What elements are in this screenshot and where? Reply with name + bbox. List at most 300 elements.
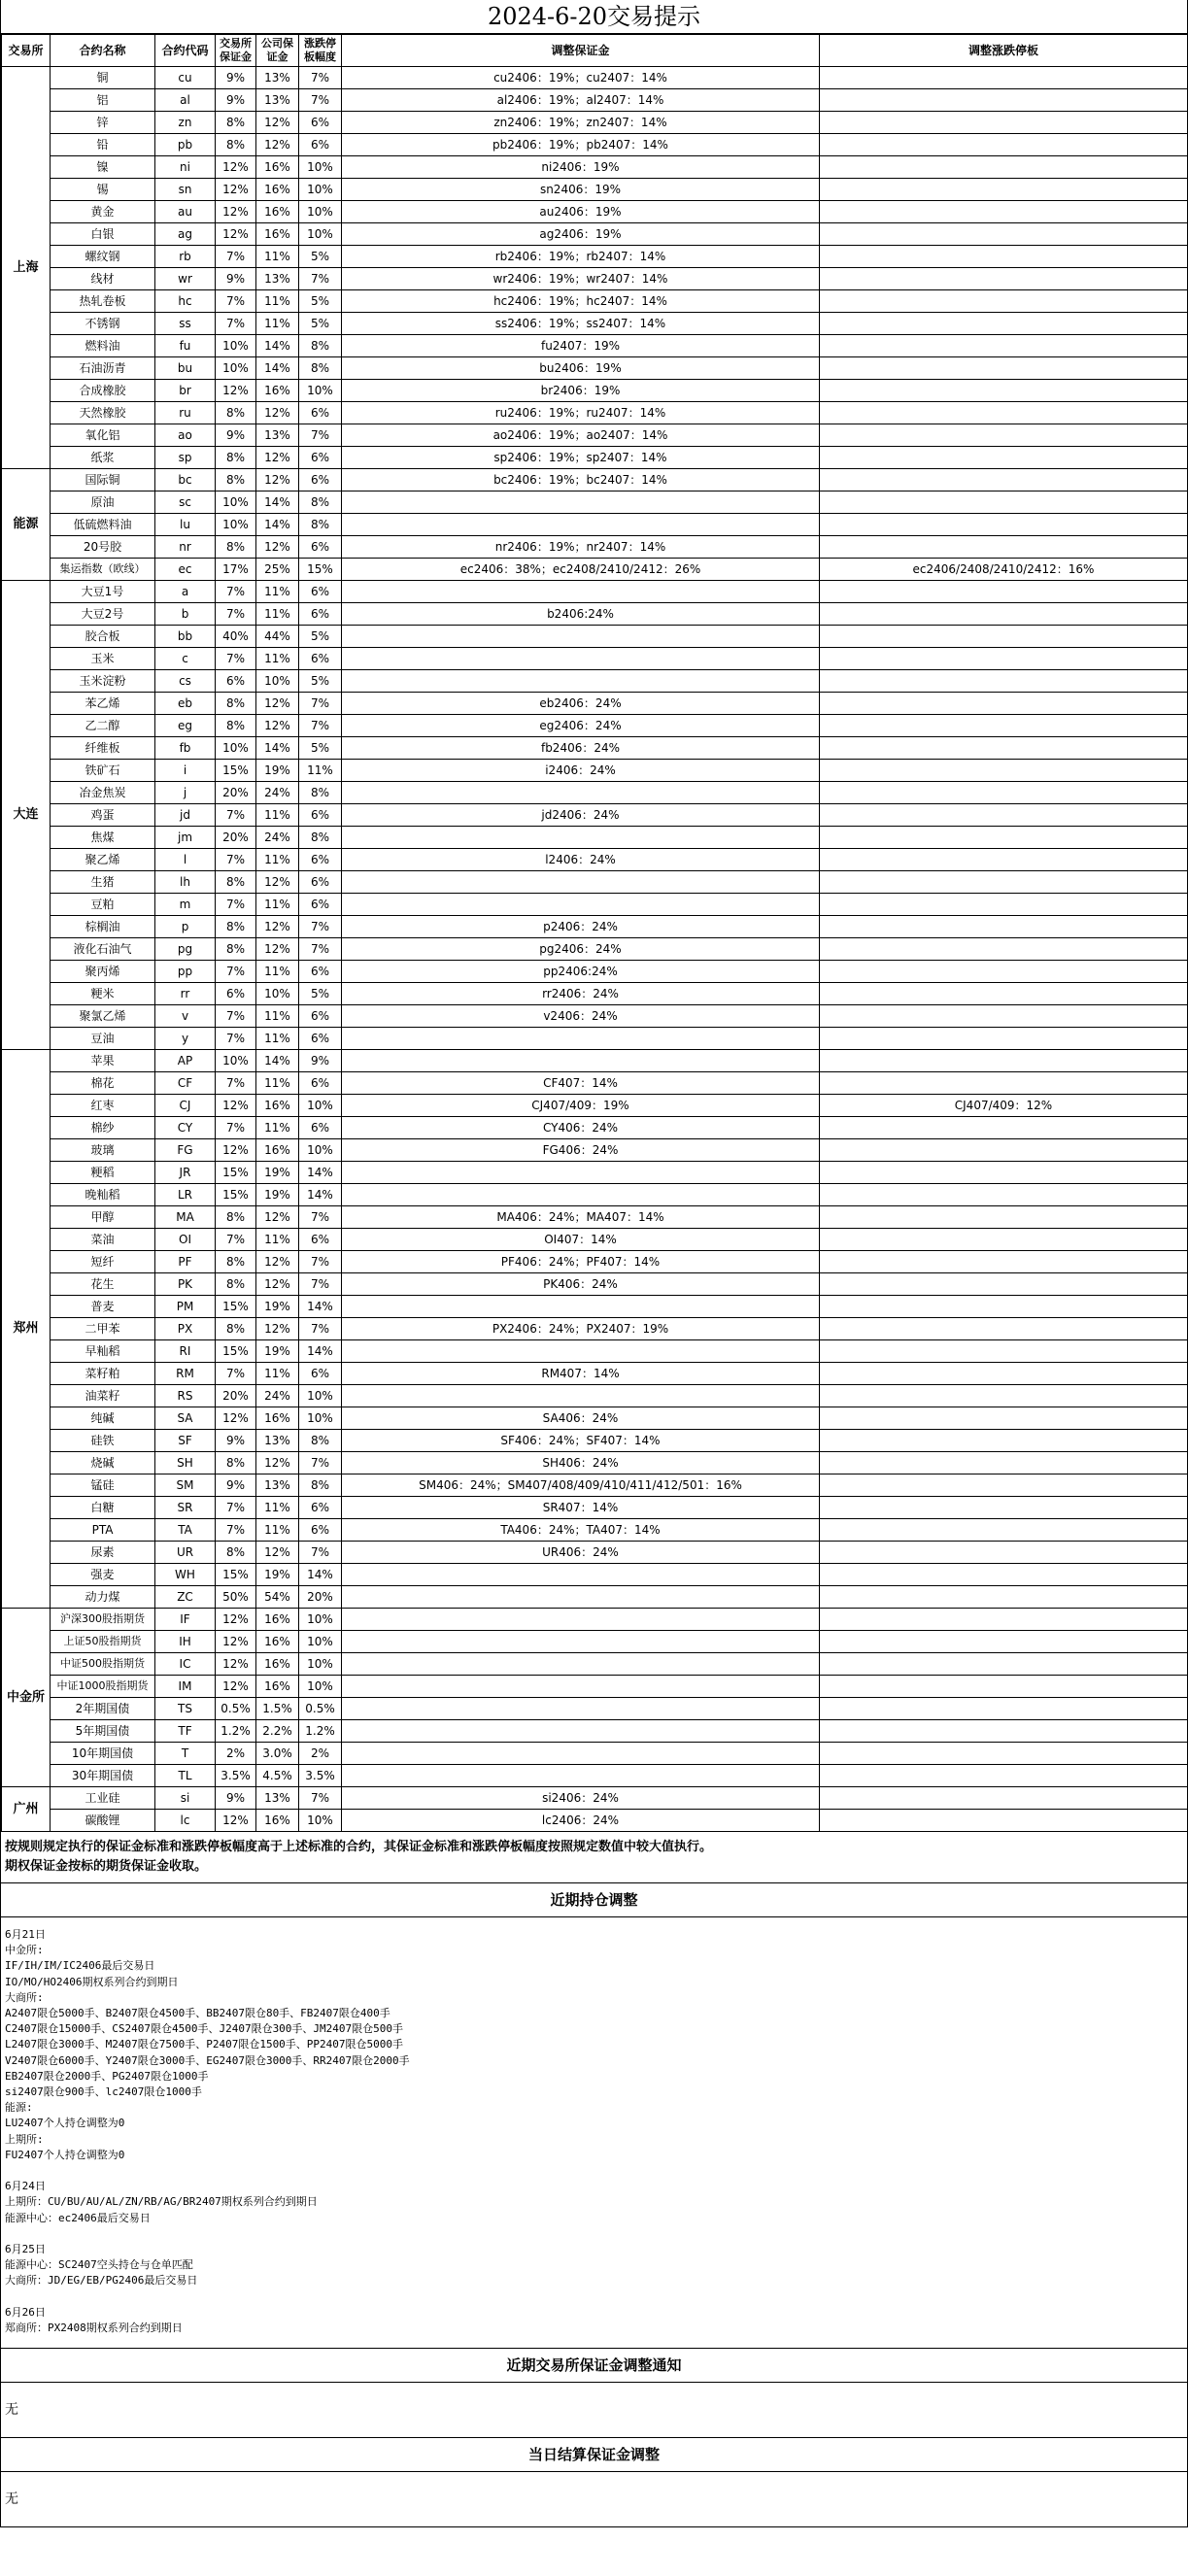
contract-name-cell: 鸡蛋 bbox=[51, 804, 155, 827]
adjust-limit-cell bbox=[820, 1609, 1188, 1631]
limit-range-cell: 5% bbox=[299, 313, 342, 335]
adjust-limit-cell bbox=[820, 1631, 1188, 1653]
limit-range-cell: 6% bbox=[299, 849, 342, 871]
contract-name-cell: 集运指数（欧线） bbox=[51, 559, 155, 581]
position-line: 上期所: bbox=[5, 2132, 44, 2146]
company-margin-cell: 12% bbox=[256, 715, 299, 737]
adjust-limit-cell bbox=[820, 1050, 1188, 1072]
contract-name-cell: 晚籼稻 bbox=[51, 1184, 155, 1206]
adjust-limit-cell bbox=[820, 1497, 1188, 1519]
contract-code-cell: CY bbox=[155, 1117, 216, 1139]
adjust-limit-cell bbox=[820, 1251, 1188, 1273]
contract-name-cell: 镍 bbox=[51, 156, 155, 179]
limit-range-cell: 6% bbox=[299, 648, 342, 670]
position-line: V2407限仓6000手、Y2407限仓3000手、EG2407限仓3000手、RR2407限仓2000手 bbox=[5, 2053, 410, 2067]
table-row bbox=[2, 1631, 1188, 1653]
table-row bbox=[2, 626, 1188, 648]
company-margin-cell: 12% bbox=[256, 536, 299, 559]
company-margin-cell: 44% bbox=[256, 626, 299, 648]
contract-name-cell: 石油沥青 bbox=[51, 357, 155, 380]
adjust-margin-cell: ao2406：19%；ao2407：14% bbox=[342, 424, 820, 447]
contract-code-cell: al bbox=[155, 89, 216, 112]
adjust-limit-cell bbox=[820, 469, 1188, 491]
exchange-margin-cell: 9% bbox=[216, 424, 256, 447]
exchange-margin-cell: 6% bbox=[216, 983, 256, 1005]
adjust-limit-cell bbox=[820, 693, 1188, 715]
limit-range-cell: 7% bbox=[299, 938, 342, 961]
adjust-margin-cell: PX2406：24%；PX2407：19% bbox=[342, 1318, 820, 1340]
company-margin-cell: 12% bbox=[256, 1273, 299, 1296]
contract-code-cell: LR bbox=[155, 1184, 216, 1206]
exchange-margin-cell: 7% bbox=[216, 849, 256, 871]
contract-code-cell: j bbox=[155, 782, 216, 804]
table-row bbox=[2, 715, 1188, 737]
table-row bbox=[2, 1564, 1188, 1586]
limit-range-cell: 10% bbox=[299, 1676, 342, 1698]
company-margin-cell: 13% bbox=[256, 67, 299, 89]
adjust-margin-cell bbox=[342, 1609, 820, 1631]
header-contract-code: 合约代码 bbox=[155, 35, 216, 67]
table-row bbox=[2, 536, 1188, 559]
contract-name-cell: 红枣 bbox=[51, 1095, 155, 1117]
contract-name-cell: 铝 bbox=[51, 89, 155, 112]
position-line: IO/MO/HO2406期权系列合约到期日 bbox=[5, 1975, 179, 1988]
table-row bbox=[2, 67, 1188, 89]
table-row bbox=[2, 1474, 1188, 1497]
adjust-margin-cell: ni2406：19% bbox=[342, 156, 820, 179]
contract-name-cell: 花生 bbox=[51, 1273, 155, 1296]
table-row bbox=[2, 1229, 1188, 1251]
contract-code-cell: ao bbox=[155, 424, 216, 447]
contract-name-cell: 普麦 bbox=[51, 1296, 155, 1318]
contract-code-cell: MA bbox=[155, 1206, 216, 1229]
company-margin-cell: 19% bbox=[256, 1564, 299, 1586]
table-row bbox=[2, 1050, 1188, 1072]
contract-code-cell: sc bbox=[155, 491, 216, 514]
table-row bbox=[2, 1586, 1188, 1609]
table-row bbox=[2, 1609, 1188, 1631]
contract-name-cell: 乙二醇 bbox=[51, 715, 155, 737]
contract-code-cell: sp bbox=[155, 447, 216, 469]
position-line: 大商所: bbox=[5, 1990, 44, 2004]
exchange-margin-cell: 15% bbox=[216, 1162, 256, 1184]
exchange-margin-cell: 12% bbox=[216, 1609, 256, 1631]
exchange-margin-cell: 8% bbox=[216, 715, 256, 737]
table-row bbox=[2, 201, 1188, 223]
contract-code-cell: rb bbox=[155, 246, 216, 268]
limit-range-cell: 7% bbox=[299, 715, 342, 737]
contract-code-cell: SR bbox=[155, 1497, 216, 1519]
contract-name-cell: 氧化铝 bbox=[51, 424, 155, 447]
adjust-limit-cell bbox=[820, 1385, 1188, 1407]
adjust-limit-cell bbox=[820, 357, 1188, 380]
contract-code-cell: UR bbox=[155, 1542, 216, 1564]
contract-name-cell: 菜油 bbox=[51, 1229, 155, 1251]
adjust-limit-cell bbox=[820, 313, 1188, 335]
adjust-margin-cell: l2406：24% bbox=[342, 849, 820, 871]
exchange-margin-cell: 7% bbox=[216, 581, 256, 603]
contract-name-cell: 大豆2号 bbox=[51, 603, 155, 626]
company-margin-cell: 11% bbox=[256, 603, 299, 626]
adjust-limit-cell bbox=[820, 1765, 1188, 1787]
contract-code-cell: SA bbox=[155, 1407, 216, 1430]
table-row bbox=[2, 223, 1188, 246]
exchange-margin-cell: 7% bbox=[216, 1072, 256, 1095]
company-margin-cell: 11% bbox=[256, 1229, 299, 1251]
adjust-limit-cell bbox=[820, 1564, 1188, 1586]
exchange-margin-cell: 7% bbox=[216, 1229, 256, 1251]
adjust-margin-cell bbox=[342, 1564, 820, 1586]
note-line: 按规则规定执行的保证金标准和涨跌停板幅度高于上述标准的合约，其保证金标准和涨跌停板幅度按照规定数值中较大值执行。 bbox=[5, 1840, 713, 1854]
position-adjust-title: 近期持仓调整 bbox=[1, 1883, 1187, 1917]
limit-range-cell: 7% bbox=[299, 693, 342, 715]
exchange-margin-cell: 9% bbox=[216, 268, 256, 290]
adjust-margin-cell: SM406：24%；SM407/408/409/410/411/412/501：16% bbox=[342, 1474, 820, 1497]
adjust-limit-cell bbox=[820, 715, 1188, 737]
contract-code-cell: l bbox=[155, 849, 216, 871]
exchange-margin-cell: 8% bbox=[216, 469, 256, 491]
margin-table bbox=[1, 34, 1188, 1832]
exchange-margin-cell: 8% bbox=[216, 134, 256, 156]
limit-range-cell: 8% bbox=[299, 491, 342, 514]
adjust-limit-cell bbox=[820, 961, 1188, 983]
adjust-limit-cell bbox=[820, 1676, 1188, 1698]
limit-range-cell: 14% bbox=[299, 1340, 342, 1363]
limit-range-cell: 7% bbox=[299, 1318, 342, 1340]
adjust-margin-cell bbox=[342, 1720, 820, 1743]
company-margin-cell: 1.5% bbox=[256, 1698, 299, 1720]
limit-range-cell: 7% bbox=[299, 1452, 342, 1474]
contract-name-cell: 2年期国债 bbox=[51, 1698, 155, 1720]
limit-range-cell: 6% bbox=[299, 134, 342, 156]
adjust-limit-cell bbox=[820, 134, 1188, 156]
table-row bbox=[2, 424, 1188, 447]
adjust-margin-cell bbox=[342, 1743, 820, 1765]
header-contract-name: 合约名称 bbox=[51, 35, 155, 67]
exchange-margin-cell: 10% bbox=[216, 1050, 256, 1072]
table-row bbox=[2, 1251, 1188, 1273]
exchange-margin-cell: 8% bbox=[216, 1273, 256, 1296]
limit-range-cell: 8% bbox=[299, 827, 342, 849]
table-row bbox=[2, 1273, 1188, 1296]
position-line: 上期所：CU/BU/AU/AL/ZN/RB/AG/BR2407期权系列合约到期日 bbox=[5, 2195, 318, 2209]
contract-code-cell: T bbox=[155, 1743, 216, 1765]
exchange-margin-cell: 15% bbox=[216, 760, 256, 782]
contract-code-cell: lh bbox=[155, 871, 216, 894]
adjust-margin-cell: SA406：24% bbox=[342, 1407, 820, 1430]
header-limit-range: 涨跌停板幅度 bbox=[299, 35, 342, 67]
contract-name-cell: 聚乙烯 bbox=[51, 849, 155, 871]
contract-code-cell: IM bbox=[155, 1676, 216, 1698]
contract-code-cell: bc bbox=[155, 469, 216, 491]
table-row bbox=[2, 827, 1188, 849]
table-row bbox=[2, 1787, 1188, 1810]
adjust-margin-cell: RM407：14% bbox=[342, 1363, 820, 1385]
adjust-margin-cell: bu2406：19% bbox=[342, 357, 820, 380]
table-row bbox=[2, 1810, 1188, 1832]
contract-code-cell: bb bbox=[155, 626, 216, 648]
table-row bbox=[2, 1430, 1188, 1452]
table-body bbox=[2, 67, 1188, 1832]
adjust-margin-cell: ec2406：38%；ec2408/2410/2412：26% bbox=[342, 559, 820, 581]
contract-code-cell: WH bbox=[155, 1564, 216, 1586]
company-margin-cell: 11% bbox=[256, 1005, 299, 1028]
company-margin-cell: 12% bbox=[256, 938, 299, 961]
exchange-margin-cell: 8% bbox=[216, 1251, 256, 1273]
company-margin-cell: 11% bbox=[256, 804, 299, 827]
contract-name-cell: 棉花 bbox=[51, 1072, 155, 1095]
limit-range-cell: 14% bbox=[299, 1296, 342, 1318]
exchange-margin-cell: 7% bbox=[216, 1497, 256, 1519]
adjust-limit-cell bbox=[820, 491, 1188, 514]
table-row bbox=[2, 1698, 1188, 1720]
exchange-margin-cell: 9% bbox=[216, 1787, 256, 1810]
contract-name-cell: 铁矿石 bbox=[51, 760, 155, 782]
company-margin-cell: 14% bbox=[256, 514, 299, 536]
header-exchange: 交易所 bbox=[2, 35, 51, 67]
adjust-limit-cell bbox=[820, 402, 1188, 424]
position-line: 能源: bbox=[5, 2101, 33, 2115]
company-margin-cell: 12% bbox=[256, 1318, 299, 1340]
exchange-margin-cell: 12% bbox=[216, 1095, 256, 1117]
page-title: 2024-6-20交易提示 bbox=[1, 0, 1187, 34]
position-line: 能源中心：ec2406最后交易日 bbox=[5, 2211, 151, 2224]
limit-range-cell: 6% bbox=[299, 447, 342, 469]
limit-range-cell: 8% bbox=[299, 1430, 342, 1452]
limit-range-cell: 11% bbox=[299, 760, 342, 782]
adjust-margin-cell bbox=[342, 1340, 820, 1363]
contract-name-cell: 尿素 bbox=[51, 1542, 155, 1564]
position-line: FU2407个人持仓调整为0 bbox=[5, 2148, 125, 2161]
position-line: A2407限仓5000手、B2407限仓4500手、BB2407限仓80手、FB2407限仓400手 bbox=[5, 2007, 390, 2020]
company-margin-cell: 25% bbox=[256, 559, 299, 581]
table-row bbox=[2, 1497, 1188, 1519]
company-margin-cell: 14% bbox=[256, 491, 299, 514]
company-margin-cell: 13% bbox=[256, 1787, 299, 1810]
contract-name-cell: 线材 bbox=[51, 268, 155, 290]
table-row bbox=[2, 1743, 1188, 1765]
limit-range-cell: 14% bbox=[299, 1184, 342, 1206]
contract-name-cell: 热轧卷板 bbox=[51, 290, 155, 313]
contract-name-cell: 5年期国债 bbox=[51, 1720, 155, 1743]
contract-name-cell: 合成橡胶 bbox=[51, 380, 155, 402]
company-margin-cell: 11% bbox=[256, 290, 299, 313]
adjust-limit-cell bbox=[820, 1028, 1188, 1050]
adjust-limit-cell bbox=[820, 1340, 1188, 1363]
adjust-margin-cell bbox=[342, 1586, 820, 1609]
company-margin-cell: 12% bbox=[256, 447, 299, 469]
contract-code-cell: wr bbox=[155, 268, 216, 290]
adjust-margin-cell: lc2406：24% bbox=[342, 1810, 820, 1832]
exchange-margin-cell: 7% bbox=[216, 290, 256, 313]
company-margin-cell: 16% bbox=[256, 380, 299, 402]
adjust-limit-cell bbox=[820, 1206, 1188, 1229]
table-row bbox=[2, 1005, 1188, 1028]
adjust-margin-cell: nr2406：19%；nr2407：14% bbox=[342, 536, 820, 559]
company-margin-cell: 12% bbox=[256, 871, 299, 894]
contract-name-cell: 烧碱 bbox=[51, 1452, 155, 1474]
adjust-limit-cell: ec2406/2408/2410/2412：16% bbox=[820, 559, 1188, 581]
company-margin-cell: 11% bbox=[256, 1072, 299, 1095]
adjust-margin-cell bbox=[342, 581, 820, 603]
adjust-limit-cell bbox=[820, 1296, 1188, 1318]
exchange-cell: 中金所 bbox=[2, 1609, 51, 1787]
contract-code-cell: ec bbox=[155, 559, 216, 581]
contract-name-cell: 燃料油 bbox=[51, 335, 155, 357]
limit-range-cell: 10% bbox=[299, 156, 342, 179]
limit-range-cell: 6% bbox=[299, 1363, 342, 1385]
limit-range-cell: 10% bbox=[299, 380, 342, 402]
contract-code-cell: c bbox=[155, 648, 216, 670]
exchange-notice-title: 近期交易所保证金调整通知 bbox=[1, 2349, 1187, 2383]
company-margin-cell: 12% bbox=[256, 402, 299, 424]
company-margin-cell: 11% bbox=[256, 1117, 299, 1139]
contract-code-cell: a bbox=[155, 581, 216, 603]
limit-range-cell: 7% bbox=[299, 268, 342, 290]
adjust-limit-cell bbox=[820, 1519, 1188, 1542]
note-line: 期权保证金按标的期货保证金收取。 bbox=[5, 1859, 208, 1874]
exchange-margin-cell: 8% bbox=[216, 536, 256, 559]
exchange-margin-cell: 40% bbox=[216, 626, 256, 648]
company-margin-cell: 11% bbox=[256, 1519, 299, 1542]
table-row bbox=[2, 380, 1188, 402]
contract-name-cell: 玻璃 bbox=[51, 1139, 155, 1162]
adjust-margin-cell: CJ407/409：19% bbox=[342, 1095, 820, 1117]
adjust-limit-cell bbox=[820, 201, 1188, 223]
exchange-margin-cell: 12% bbox=[216, 201, 256, 223]
table-row bbox=[2, 559, 1188, 581]
adjust-margin-cell: OI407：14% bbox=[342, 1229, 820, 1251]
contract-code-cell: au bbox=[155, 201, 216, 223]
adjust-margin-cell: eb2406：24% bbox=[342, 693, 820, 715]
adjust-margin-cell: p2406：24% bbox=[342, 916, 820, 938]
header-adjust-margin: 调整保证金 bbox=[342, 35, 820, 67]
adjust-limit-cell bbox=[820, 983, 1188, 1005]
table-row bbox=[2, 1318, 1188, 1340]
table-row bbox=[2, 849, 1188, 871]
adjust-limit-cell bbox=[820, 670, 1188, 693]
position-line: 6月25日 bbox=[5, 2243, 46, 2256]
table-row bbox=[2, 1676, 1188, 1698]
adjust-margin-cell: PF406：24%；PF407：14% bbox=[342, 1251, 820, 1273]
adjust-limit-cell bbox=[820, 1162, 1188, 1184]
limit-range-cell: 7% bbox=[299, 67, 342, 89]
table-row bbox=[2, 670, 1188, 693]
limit-range-cell: 5% bbox=[299, 290, 342, 313]
contract-code-cell: v bbox=[155, 1005, 216, 1028]
adjust-margin-cell bbox=[342, 1028, 820, 1050]
adjust-margin-cell: MA406：24%；MA407：14% bbox=[342, 1206, 820, 1229]
contract-name-cell: 白糖 bbox=[51, 1497, 155, 1519]
contract-name-cell: 白银 bbox=[51, 223, 155, 246]
contract-code-cell: pg bbox=[155, 938, 216, 961]
contract-name-cell: 碳酸锂 bbox=[51, 1810, 155, 1832]
adjust-limit-cell bbox=[820, 1407, 1188, 1430]
company-margin-cell: 16% bbox=[256, 1139, 299, 1162]
exchange-margin-cell: 10% bbox=[216, 491, 256, 514]
contract-name-cell: 中证500股指期货 bbox=[51, 1653, 155, 1676]
contract-name-cell: 玉米淀粉 bbox=[51, 670, 155, 693]
adjust-margin-cell bbox=[342, 1631, 820, 1653]
limit-range-cell: 5% bbox=[299, 983, 342, 1005]
table-row bbox=[2, 268, 1188, 290]
exchange-margin-cell: 15% bbox=[216, 1564, 256, 1586]
adjust-margin-cell bbox=[342, 1050, 820, 1072]
company-margin-cell: 12% bbox=[256, 134, 299, 156]
company-margin-cell: 16% bbox=[256, 179, 299, 201]
limit-range-cell: 6% bbox=[299, 112, 342, 134]
adjust-limit-cell bbox=[820, 871, 1188, 894]
adjust-limit-cell bbox=[820, 894, 1188, 916]
adjust-margin-cell: eg2406：24% bbox=[342, 715, 820, 737]
contract-code-cell: fb bbox=[155, 737, 216, 760]
exchange-margin-cell: 12% bbox=[216, 179, 256, 201]
adjust-margin-cell: CF407：14% bbox=[342, 1072, 820, 1095]
limit-range-cell: 10% bbox=[299, 1139, 342, 1162]
contract-code-cell: IF bbox=[155, 1609, 216, 1631]
exchange-margin-cell: 8% bbox=[216, 1452, 256, 1474]
exchange-margin-cell: 6% bbox=[216, 670, 256, 693]
limit-range-cell: 14% bbox=[299, 1162, 342, 1184]
company-margin-cell: 16% bbox=[256, 1631, 299, 1653]
exchange-cell: 上海 bbox=[2, 67, 51, 469]
table-row bbox=[2, 1296, 1188, 1318]
adjust-limit-cell bbox=[820, 626, 1188, 648]
limit-range-cell: 10% bbox=[299, 223, 342, 246]
limit-range-cell: 6% bbox=[299, 894, 342, 916]
exchange-margin-cell: 15% bbox=[216, 1296, 256, 1318]
exchange-margin-cell: 15% bbox=[216, 1340, 256, 1363]
limit-range-cell: 1.2% bbox=[299, 1720, 342, 1743]
table-row bbox=[2, 1363, 1188, 1385]
company-margin-cell: 12% bbox=[256, 1542, 299, 1564]
company-margin-cell: 11% bbox=[256, 1497, 299, 1519]
exchange-margin-cell: 12% bbox=[216, 156, 256, 179]
exchange-margin-cell: 8% bbox=[216, 447, 256, 469]
limit-range-cell: 8% bbox=[299, 782, 342, 804]
company-margin-cell: 19% bbox=[256, 1162, 299, 1184]
contract-code-cell: zn bbox=[155, 112, 216, 134]
company-margin-cell: 14% bbox=[256, 737, 299, 760]
position-line: si2407限仓900手、lc2407限仓1000手 bbox=[5, 2085, 202, 2099]
limit-range-cell: 7% bbox=[299, 89, 342, 112]
limit-range-cell: 6% bbox=[299, 1519, 342, 1542]
exchange-margin-cell: 7% bbox=[216, 894, 256, 916]
contract-name-cell: 二甲苯 bbox=[51, 1318, 155, 1340]
company-margin-cell: 10% bbox=[256, 670, 299, 693]
adjust-margin-cell: pp2406:24% bbox=[342, 961, 820, 983]
exchange-margin-cell: 8% bbox=[216, 693, 256, 715]
adjust-margin-cell: au2406：19% bbox=[342, 201, 820, 223]
contract-code-cell: SH bbox=[155, 1452, 216, 1474]
company-margin-cell: 54% bbox=[256, 1586, 299, 1609]
adjust-margin-cell: bc2406：19%；bc2407：14% bbox=[342, 469, 820, 491]
adjust-limit-cell bbox=[820, 335, 1188, 357]
position-line: L2407限仓3000手、M2407限仓7500手、P2407限仓1500手、PP2407限仓5000手 bbox=[5, 2038, 404, 2051]
limit-range-cell: 6% bbox=[299, 603, 342, 626]
adjust-margin-cell bbox=[342, 514, 820, 536]
contract-code-cell: m bbox=[155, 894, 216, 916]
contract-code-cell: hc bbox=[155, 290, 216, 313]
table-row bbox=[2, 983, 1188, 1005]
exchange-margin-cell: 10% bbox=[216, 357, 256, 380]
limit-range-cell: 8% bbox=[299, 1474, 342, 1497]
position-line: 中金所: bbox=[5, 1944, 44, 1957]
contract-code-cell: b bbox=[155, 603, 216, 626]
company-margin-cell: 12% bbox=[256, 469, 299, 491]
adjust-limit-cell bbox=[820, 1005, 1188, 1028]
contract-name-cell: 焦煤 bbox=[51, 827, 155, 849]
